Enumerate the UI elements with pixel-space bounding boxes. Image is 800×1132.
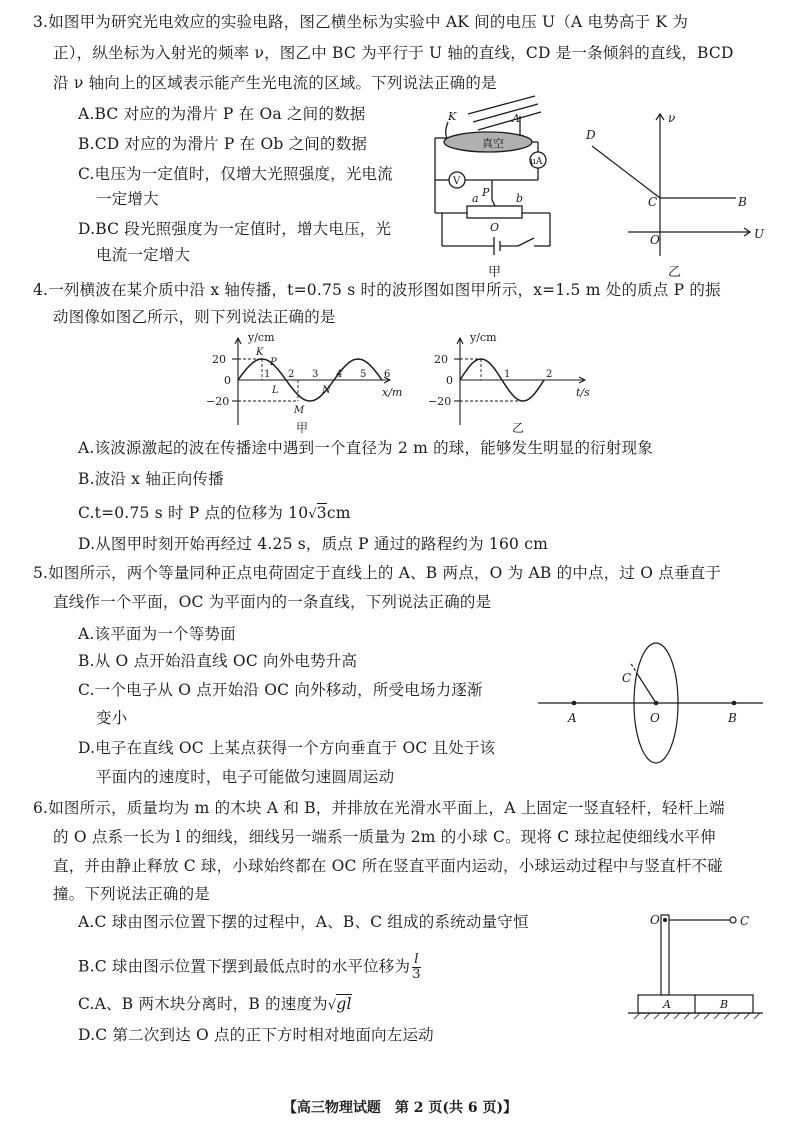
q5-stem-line-1: 5.如图所示，两个等量同种正点电荷固定于直线上的 A、B 两点，O 为 AB 的中点，过 O 点垂直于 <box>33 564 722 582</box>
q4-option-b: B.波沿 x 轴正向传播 <box>78 470 224 488</box>
q6-stem-line-4: 撞。下列说法正确的是 <box>53 885 211 903</box>
q3-stem-line-2: 正），纵坐标为入射光的频率 ν，图乙中 BC 为平行于 U 轴的直线，CD 是一条倾斜的直线，BCD <box>53 44 734 62</box>
q5-option-d-line-2: 平面内的速度时，电子可能做匀速圆周运动 <box>96 768 395 786</box>
wave-jia-tick-3: 3 <box>312 369 319 380</box>
q6-option-c-text: C.A、B 两木块分离时，B 的速度为 <box>78 995 328 1013</box>
wave-point-L: L <box>272 385 279 396</box>
q5-option-c-line-1: C.一个电子从 O 点开始沿 OC 向外移动，所受电场力逐渐 <box>78 681 483 699</box>
q5-label-O: O <box>650 711 660 725</box>
wave-jia-tick-6: 6 <box>384 369 391 380</box>
wave-jia-ylabel: y/cm <box>248 331 275 344</box>
wave-jia-y-pos: 20 <box>212 353 226 366</box>
q4-option-c <box>78 503 351 525</box>
wave-jia-caption: 甲 <box>296 421 309 435</box>
vibration-yi-caption: 乙 <box>512 421 525 435</box>
q3-graph-figure <box>578 106 768 278</box>
wave-jia-tick-1: 1 <box>264 369 271 380</box>
label-a: a <box>472 192 479 205</box>
q6-label-O: O <box>650 913 660 927</box>
q3-option-c-line-2: 一定增大 <box>96 190 159 208</box>
sqrt-sign: √ <box>327 998 337 1013</box>
vibration-yi-y-neg: −20 <box>428 395 452 408</box>
graph-label-D: D <box>586 128 596 142</box>
q6-figure <box>628 905 768 1020</box>
q3-option-a: A.BC 对应的为滑片 P 在 Oa 之间的数据 <box>78 105 366 123</box>
label-P: P <box>482 186 490 199</box>
graph-label-O: O <box>650 233 660 247</box>
q6-stem-line-2: 的 O 点系一长为 l 的细线，细线另一端系一质量为 2m 的小球 C。现将 C 球拉起使细线水平伸 <box>53 828 716 846</box>
q3-circuit-figure <box>420 98 570 280</box>
fraction-denominator: 3 <box>412 967 421 982</box>
graph-label-C: C <box>648 195 658 209</box>
vibration-yi-y-pos: 20 <box>434 353 448 366</box>
q6-option-b-text: B.C 球由图示位置下摆到最低点时的水平位移为 <box>78 957 411 976</box>
wave-jia-y-zero: 0 <box>224 374 231 387</box>
q6-option-b <box>78 953 421 982</box>
wave-point-P: P <box>270 357 277 368</box>
vibration-yi-xlabel: t/s <box>576 386 590 399</box>
q3-option-c-line-1: C.电压为一定值时，仅增大光照强度，光电流 <box>78 165 393 183</box>
figure-caption-jia: 甲 <box>488 265 502 280</box>
label-K: K <box>448 110 457 123</box>
q4-option-d: D.从图甲时刻开始再经过 4.25 s，质点 P 通过的路程约为 160 cm <box>78 535 549 553</box>
q5-label-A: A <box>568 711 577 725</box>
label-b: b <box>516 192 524 205</box>
q5-option-a: A.该平面为一个等势面 <box>78 625 236 643</box>
q3-stem-line-3: 沿 ν 轴向上的区域表示能产生光电流的区域。下列说法正确的是 <box>53 74 497 92</box>
q3-stem-line-1: 3.如图甲为研究光电效应的实验电路，图乙横坐标为实验中 AK 间的电压 U（A 电势高于 K 为 <box>33 13 689 31</box>
wave-point-N: N <box>322 385 331 396</box>
q3-option-d-line-1: D.BC 段光照强度为一定值时，增大电压，光 <box>78 220 392 238</box>
page-footer: 【高三物理试题 第 2 页(共 6 页)】 <box>282 1100 518 1116</box>
q4-option-a: A.该波源激起的波在传播途中遇到一个直径为 2 m 的球，能够发生明显的衍射现象 <box>78 439 653 457</box>
q5-stem-line-2: 直线作一个平面，OC 为平面内的一条直线，下列说法正确的是 <box>53 593 492 611</box>
q4-option-c-radicand: 3 <box>316 504 327 522</box>
q5-label-C: C <box>622 671 632 685</box>
wave-jia-tick-4: 4 <box>336 369 343 380</box>
vibration-yi-tick-2: 2 <box>546 369 553 380</box>
q6-option-c-radicand: gl <box>336 995 352 1013</box>
q6-stem-line-1: 6.如图所示，质量均为 m 的木块 A 和 B，并排放在光滑水平面上，A 上固定一竖直轻杆，轻杆上端 <box>33 799 725 817</box>
wave-point-M: M <box>294 405 305 416</box>
vibration-yi-ylabel: y/cm <box>470 331 497 344</box>
label-microammeter: μA <box>530 157 543 167</box>
q4-option-c-unit: cm <box>326 504 351 522</box>
q6-label-C: C <box>740 914 750 928</box>
q4-stem-line-1: 4.一列横波在某介质中沿 x 轴传播，t=0.75 s 时的波形图如图甲所示，x=1.5 m 处的质点 P 的振 <box>33 281 721 299</box>
graph-label-B: B <box>738 195 747 209</box>
wave-jia-y-neg: −20 <box>206 395 230 408</box>
fraction-numerator: l <box>412 953 420 968</box>
graph-label-nu: ν <box>668 111 676 125</box>
q4-stem-line-2: 动图像如图乙所示，则下列说法正确的是 <box>53 308 336 326</box>
vibration-yi-y-zero: 0 <box>446 374 453 387</box>
wave-point-K: K <box>256 347 264 358</box>
wave-jia-tick-2: 2 <box>288 369 295 380</box>
label-O: O <box>490 221 500 234</box>
wave-jia-tick-5: 5 <box>360 369 367 380</box>
q6-option-a: A.C 球由图示位置下摆的过程中，A、B、C 组成的系统动量守恒 <box>78 913 529 931</box>
q6-stem-line-3: 直，并由静止释放 C 球，小球始终都在 OC 所在竖直平面内运动，小球运动过程中与竖直杆不碰 <box>53 857 723 875</box>
graph-label-U: U <box>754 227 765 241</box>
q4-option-c-text: C.t=0.75 s 时 P 点的位移为 10 <box>78 504 309 522</box>
vibration-yi-tick-1: 1 <box>504 369 511 380</box>
q3-option-b: B.CD 对应的为滑片 P 在 Ob 之间的数据 <box>78 135 368 153</box>
label-voltmeter: V <box>453 176 461 187</box>
wave-jia-xlabel: x/m <box>382 386 403 399</box>
q5-option-b: B.从 O 点开始沿直线 OC 向外电势升高 <box>78 652 358 670</box>
q5-figure <box>538 640 768 785</box>
q5-label-B: B <box>728 711 737 725</box>
fraction <box>412 953 420 982</box>
q5-option-c-line-2: 变小 <box>96 709 128 727</box>
q3-option-d-line-2: 电流一定增大 <box>96 246 191 264</box>
q6-option-c <box>78 994 352 1016</box>
sqrt-sign: √ <box>308 507 317 522</box>
q4-vibration-graph <box>420 333 600 433</box>
q6-label-B: B <box>720 998 729 1011</box>
q5-option-d-line-1: D.电子在直线 OC 上某点获得一个方向垂直于 OC 且处于该 <box>78 739 496 757</box>
q6-option-d: D.C 第二次到达 O 点的正下方时相对地面向左运动 <box>78 1026 434 1044</box>
label-vacuum: 真空 <box>482 137 504 150</box>
q4-wave-graph <box>206 331 410 435</box>
figure-caption-yi: 乙 <box>668 265 682 280</box>
label-A: A <box>512 112 520 125</box>
q6-label-A: A <box>663 998 671 1011</box>
